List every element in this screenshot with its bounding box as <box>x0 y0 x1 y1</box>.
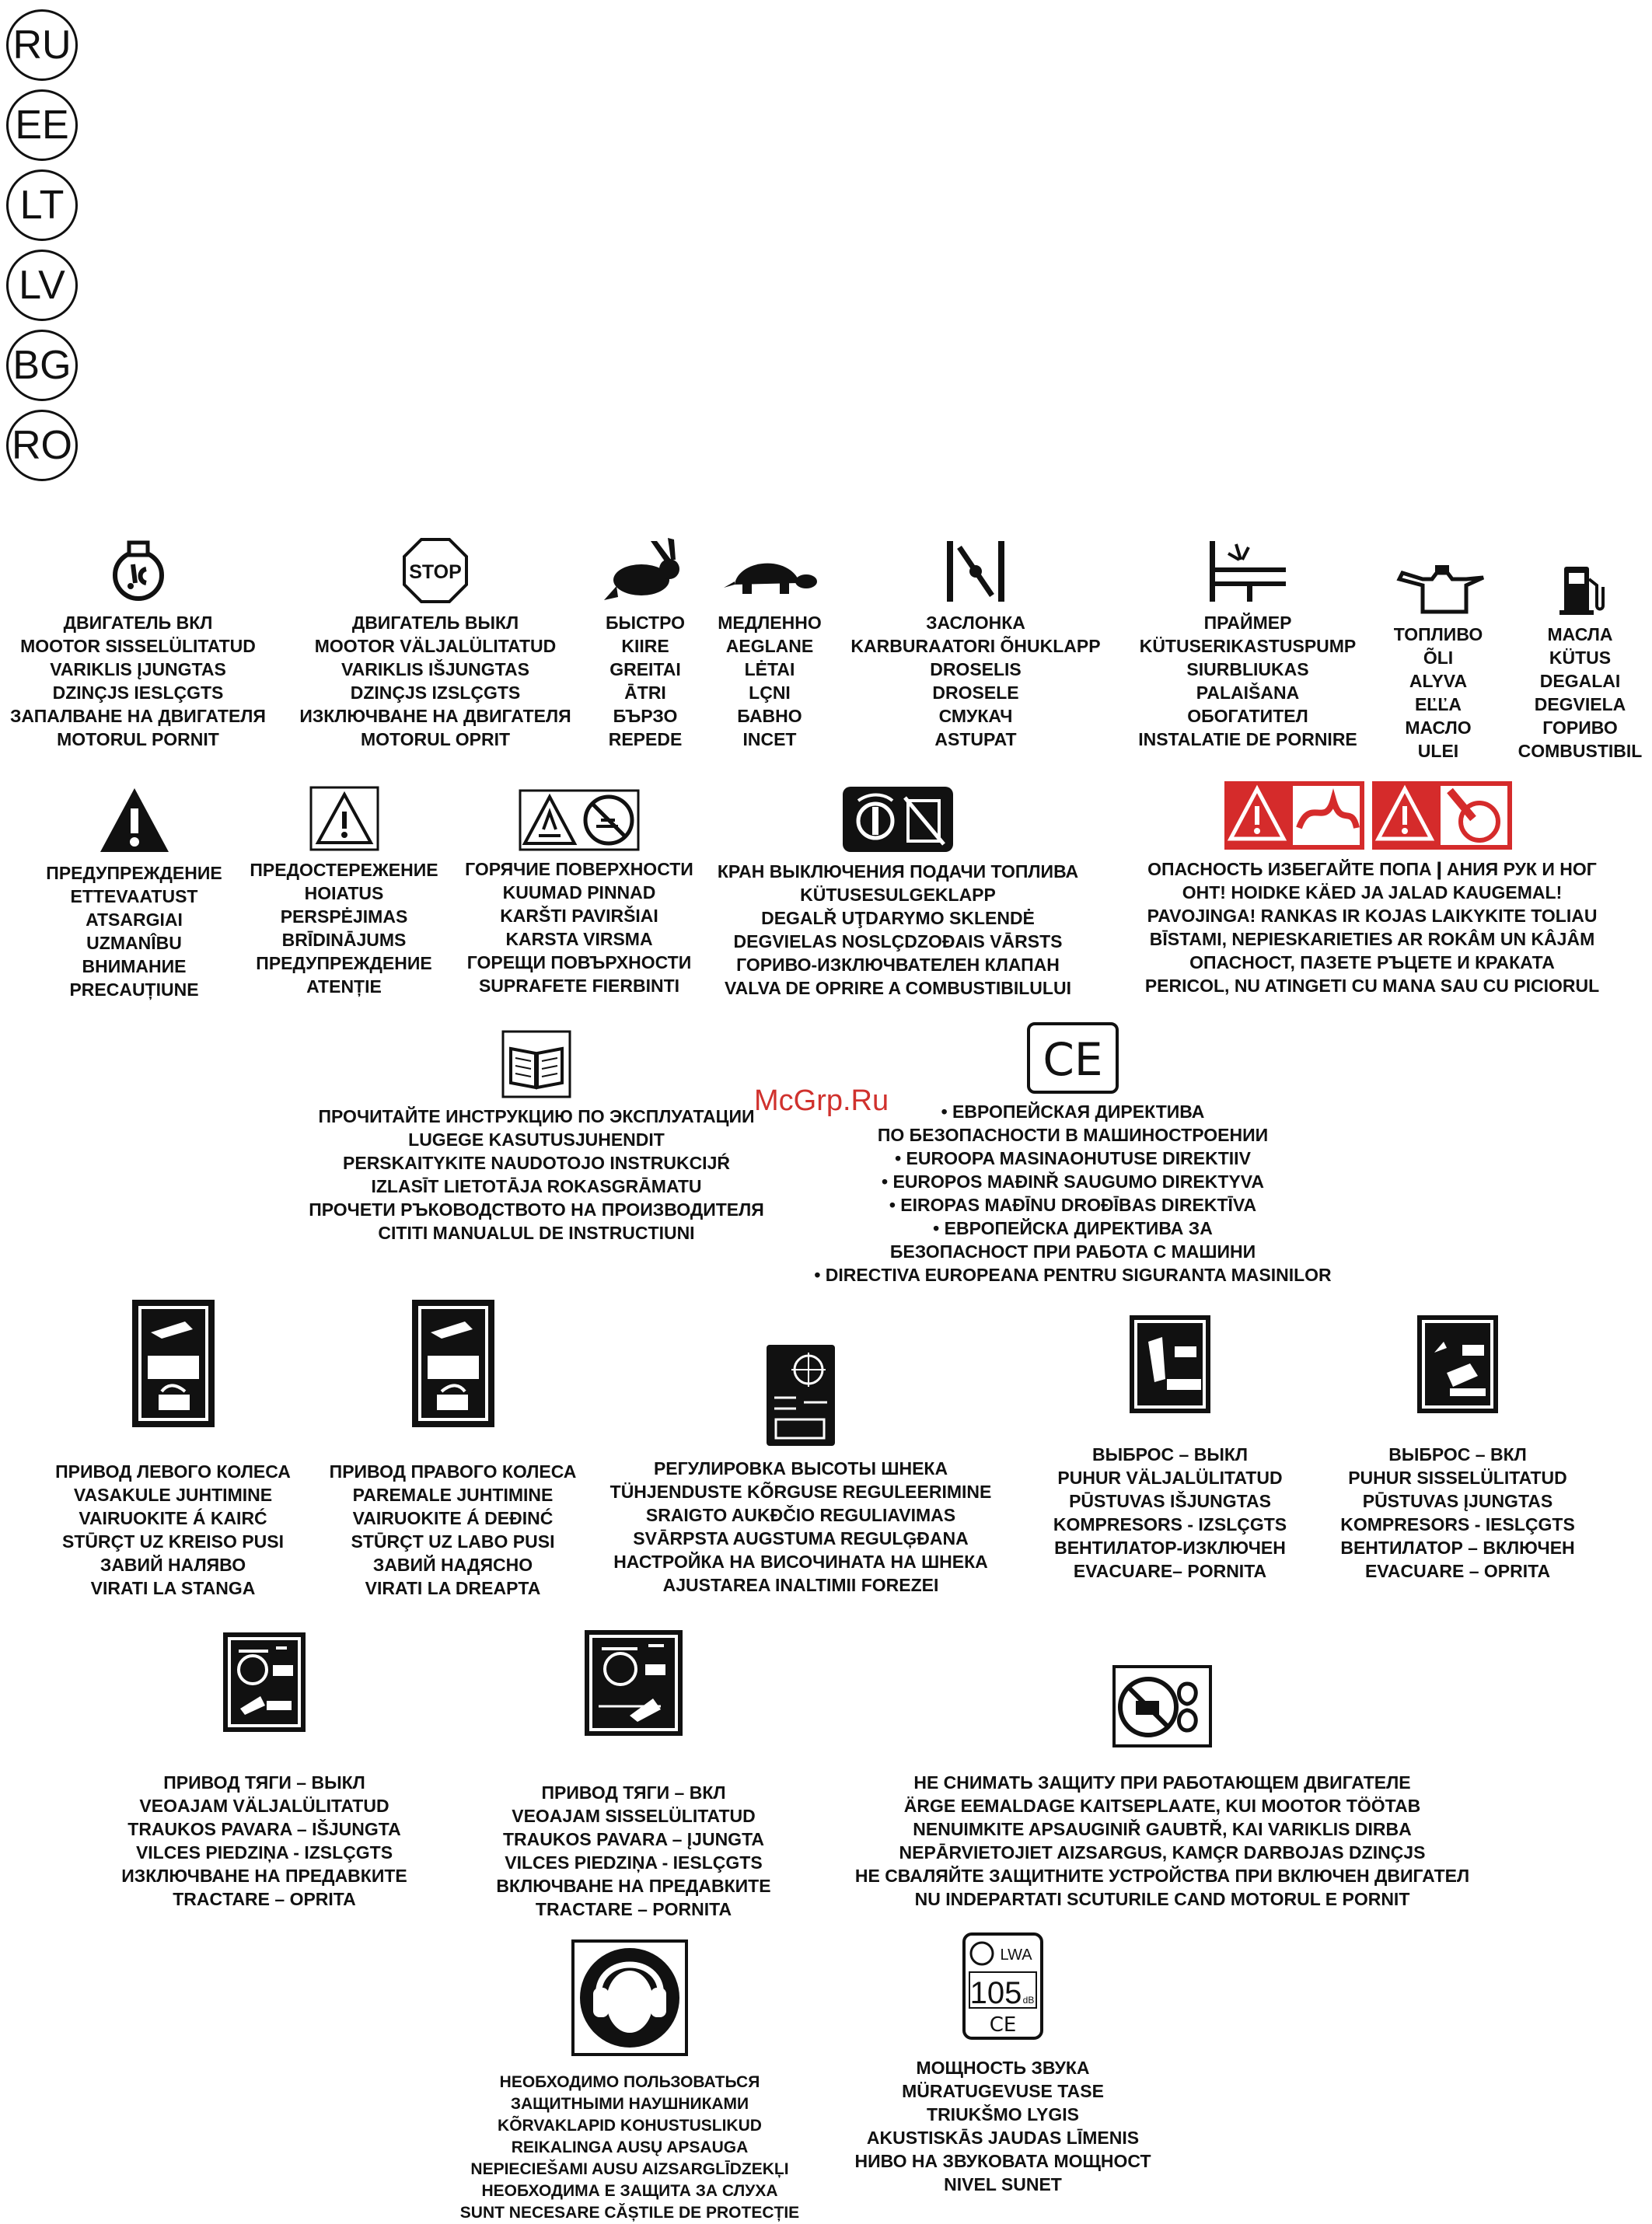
engine-on-icon <box>107 536 169 605</box>
label-fuel-pump: МАСЛА KÜTUS DEGALAI DEGVIELA ГОРИВО COMBUSTIBIL <box>1518 624 1643 761</box>
discharge-on-icon <box>1416 1314 1500 1415</box>
symbol-slow <box>707 536 832 751</box>
primer-icon <box>1205 536 1291 605</box>
svg-text:dB: dB <box>1022 1995 1035 2006</box>
svg-text:105: 105 <box>969 1976 1022 2010</box>
symbol-engine-off <box>288 536 583 751</box>
label-sound-power: МОЩНОСТЬ ЗВУКА MÜRATUGEVUSE TASE TRIUKŠMO LYGIS AKUSTISKĀS JAUDAS LĪMENIS НИВО НА ЗВУКОВАТА МОЩНОСТ NIVEL SUNET <box>854 2058 1151 2194</box>
label-ear-protection: НЕОБХОДИМО ПОЛЬЗОВАТЬСЯ ЗАЩИТНЫМИ НАУШНИКАМИ KÕRVAKLAPID KOHUSTUSLIKUD REIKALINGA AUSŲ APSAUGA NEPIECIEŠAMI AUSU AIZSARGLĪDZEKĻI НЕОБХОДИМА Е ЗАЩИТА ЗА СЛУХА SUNT NECESARE CĂȘTILE DE PROTECȚIE <box>459 2073 800 2222</box>
traction-on-icon <box>583 1629 684 1737</box>
left-wheel-icon <box>131 1298 216 1429</box>
symbol-traction-off <box>121 1631 407 1911</box>
symbol-discharge-on <box>1314 1314 1601 1583</box>
symbol-left-wheel <box>39 1298 307 1600</box>
label-choke: ЗАСЛОНКА KARBURAATORI ÕHUKLAPP DROSELIS DROSELE СМУКАЧ ASTUPAT <box>850 613 1101 749</box>
label-engine-off: ДВИГАТЕЛЬ ВЫКЛ MOOTOR VÄLJALÜLITATUD VARIKLIS IŠJUNGTAS DZINÇJS IZSLÇGTS ИЗКЛЮЧВАНЕ НА ДВИГАТЕЛЯ MOTORUL OPRIT <box>299 613 571 749</box>
svg-text:STOP: STOP <box>409 561 462 583</box>
label-engine-on: ДВИГАТЕЛЬ ВКЛ MOOTOR SISSELÜLITATUD VARIKLIS ĮJUNGTAS DZINÇJS IESLÇGTS ЗАПАЛВАНЕ НА ДВИГАТЕЛЯ MOTORUL PORNIT <box>10 613 266 749</box>
svg-text:CE: CE <box>1043 1033 1103 1086</box>
symbol-warning <box>23 785 245 1001</box>
label-read-manual: ПРОЧИТАЙТЕ ИНСТРУКЦИЮ ПО ЭКСПЛУАТАЦИИ LUGEGE KASUTUSJUHENDIT PERSKAITYKITE NAUDOTOJO INSTRUKCIJŔ IZLASĪT LIETOTĀJA ROKASGRĀMATU ПРОЧЕТИ РЪКОВОДСТВОТО НА ПРОИЗВОДИТЕЛЯ CITITI MANUALUL DE INSTRUCTIUNI <box>309 1106 764 1243</box>
label-traction-on: ПРИВОД ТЯГИ – ВКЛ VEOAJAM SISSELÜLITATUD TRAUKOS PAVARA – ĮJUNGTA VILCES PIEDZIŅA - IESLÇGTS ВКЛЮЧВАНЕ НА ПРЕДАВКИТЕ TRACTARE – PORNITA <box>496 1782 771 1919</box>
label-caution: ПРЕДОСТЕРЕЖЕНИЕ HOIATUS PERSPĖJIMAS BRĪDINĀJUMS ПРЕДУПРЕЖДЕНИЕ ATENȚIE <box>250 860 438 997</box>
lang-badge-bg: BG <box>6 330 78 401</box>
symbol-engine-on <box>0 536 276 751</box>
symbol-fuel-valve <box>707 785 1088 1000</box>
label-slow: МЕДЛЕННО AEGLANE LĖTAI LÇNI БАВНО INCET <box>718 613 822 749</box>
label-oil-can: ТОПЛИВО ÕLI ALYVA EĽĽA МАСЛО ULEI <box>1393 624 1483 761</box>
choke-icon <box>941 536 1011 605</box>
oil-can-icon <box>1392 564 1485 616</box>
symbol-ce-directive <box>785 1022 1360 1287</box>
label-danger-hands-feet: ОПАСНОСТЬ ИЗБЕГАЙТЕ ПОПА❙АНИЯ РУК И НОГ OHT! HOIDKE KÄED JA JALAD KAUGEMAL! PAVOJINGA! RANKAS IR KOJAS LAIKYKITE TOLIAU BĪSTAMI, NEPIESKARIETIES AR ROKÂM UN KÂJÂM ОПАСНОСТ, ПАЗЕТЕ РЪЦЕТЕ И КРАКАТА PERICOL, NU ATINGETI CU MANA SAU CU PICIORUL <box>1144 859 1600 996</box>
svg-text:CE: CE <box>989 2013 1017 2037</box>
label-hot-surfaces: ГОРЯЧИЕ ПОВЕРХНОСТИ KUUMAD PINNAD KARŠTI PAVIRŠIAI KARSTA VIRSMA ГОРЕЩИ ПОВЪРХНОСТИ SUPRAFETE FIERBINTI <box>465 859 693 996</box>
symbol-auger-height <box>591 1343 1011 1597</box>
label-primer: ПРАЙМЕР KÜTUSERIKASTUSPUMP SIURBLIUKAS PALAIŠANA ОБОГАТИТЕЛ INSTALATIE DE PORNIRE <box>1138 613 1357 749</box>
label-ce-directive: • ЕВРОПЕЙСКАЯ ДИРЕКТИВА ПО БЕЗОПАСНОСТИ В МАШИНОСТРОЕНИИ • EUROOPA MASINAOHUTUSE DIREKTIIV • EUROPOS MAĐINŘ SAUGUMO DIREKTYVA • EIROPAS MAĐĪNU DROĐĪBAS DIREKTĪVA • ЕВРОПЕЙСКА ДИРЕКТИВА ЗА БЕЗОПАСНОСТ ПРИ РАБОТА С МАШИНИ • DIRECTIVA EUROPEANA PENTRU SIGURANTA MASINILOR <box>814 1102 1332 1285</box>
lang-badge-ru: RU <box>6 9 78 81</box>
label-right-wheel: ПРИВОД ПРАВОГО КОЛЕСА PAREMALE JUHTIMINE VAIRUOKITE Á DEĐINĆ STŪRÇT UZ LABO PUSI ЗАВИЙ НАДЯСНО VIRATI LA DREAPTA <box>329 1461 577 1598</box>
watermark: McGrp.Ru <box>754 1084 889 1117</box>
symbol-primer <box>1119 536 1376 751</box>
hot-surface-icon <box>519 789 640 851</box>
label-discharge-off: ВЫБРОС – ВЫКЛ PUHUR VÄLJALÜLITATUD PŪSTUVAS IŠJUNGTAS KOMPRESORS - IZSLÇGTS ВЕНТИЛАТОР-ИЗКЛЮЧЕН EVACUARE– PORNITA <box>1053 1444 1287 1581</box>
lang-badge-ee: EE <box>6 89 78 161</box>
label-auger-height: РЕГУЛИРОВКА ВЫСОТЫ ШНЕКА TÜHJENDUSTE KÕRGUSE REGULEERIMINE SRAIGTO AUKĐČIO REGULIAVIMAS SVĀRPSTA AUGSTUMA REGULĢĐANA НАСТРОЙКА НА ВИСОЧИНАТА НА ШНЕКА AJUSTAREA INALTIMII FOREZEI <box>609 1458 992 1595</box>
lang-badge-ro: RO <box>6 410 78 481</box>
turtle-icon <box>719 536 820 605</box>
symbol-sound-power <box>824 1932 1182 2196</box>
symbol-oil-can <box>1372 564 1504 763</box>
symbol-danger-hands-feet <box>1104 781 1640 997</box>
stop-sign-icon <box>401 536 470 605</box>
auger-height-icon <box>765 1343 836 1447</box>
discharge-off-icon <box>1128 1314 1212 1415</box>
traction-off-icon <box>222 1631 307 1733</box>
right-wheel-icon <box>410 1298 496 1429</box>
label-warning: ПРЕДУПРЕЖДЕНИЕ ETTEVAATUST ATSARGIAI UZMANÎBU ВНИМАНИЕ PRECAUȚIUNE <box>46 863 222 1000</box>
symbol-hot-surfaces <box>451 789 707 997</box>
guard-icon <box>1112 1665 1212 1747</box>
label-traction-off: ПРИВОД ТЯГИ – ВЫКЛ VEOAJAM VÄLJALÜLITATUD TRAUKOS PAVARA – IŠJUNGTA VILCES PIEDZIŅA - IZSLÇGTS ИЗКЛЮЧВАНЕ НА ПРЕДАВКИТЕ TRACTARE – OPRITA <box>121 1772 407 1909</box>
sound-power-icon <box>962 1932 1044 2041</box>
label-guard: НЕ СНИМАТЬ ЗАЩИТУ ПРИ РАБОТАЮЩЕМ ДВИГАТЕЛЕ ÄRGE EEMALDAGE KAITSEPLAATE, KUI MOOTOR TÖÖTAB NENUIMKITE APSAUGINIŘ GAUBTŘ, KAI VARIKLIS DIRBA NEPĀRVIETOJIET AIZSARGUS, KAMÇR DARBOJAS DZINÇJS НЕ СВАЛЯЙТЕ ЗАЩИТНИТЕ УСТРОЙСТВА ПРИ ВКЛЮЧЕН ДВИГАТЕЛ NU INDEPARTATI SCUTURILE CAND MOTORUL E PORNIT <box>854 1772 1470 1909</box>
label-discharge-on: ВЫБРОС – ВКЛ PUHUR SISSELÜLITATUD PŪSTUVAS ĮJUNGTAS KOMPRESORS - IESLÇGTS ВЕНТИЛАТОР – ВКЛЮЧЕН EVACUARE – OPRITA <box>1340 1444 1575 1581</box>
label-fast: БЫСТРО KIIRE GREITAI ĀTRI БЪРЗО REPEDE <box>605 613 686 749</box>
ce-mark-icon <box>1027 1022 1119 1094</box>
danger-labels-icon <box>1224 781 1520 851</box>
symbol-fuel-pump <box>1508 564 1652 763</box>
svg-text:LWA: LWA <box>1000 1946 1032 1964</box>
symbol-fast <box>591 536 700 751</box>
symbol-choke <box>840 536 1112 751</box>
caution-triangle-icon <box>309 785 380 852</box>
fuel-pump-icon <box>1553 564 1608 616</box>
symbol-traction-on <box>490 1629 777 1921</box>
label-fuel-valve: КРАН ВЫКЛЮЧЕНИЯ ПОДАЧИ ТОПЛИВА KÜTUSESULGEKLAPP DEGALŘ UŢDARYMO SKLENDĖ DEGVIELAS NOSLÇDZOĐAIS VĀRSTS ГОРИВО-ИЗКЛЮЧВАТЕЛЕН КЛАПАН VALVA DE OPRIRE A COMBUSTIBILULUI <box>717 861 1079 998</box>
symbol-discharge-off <box>1026 1314 1314 1583</box>
lang-badge-lv: LV <box>6 250 78 321</box>
rabbit-icon <box>602 536 688 605</box>
label-left-wheel: ПРИВОД ЛЕВОГО КОЛЕСА VASAKULE JUHTIMINE VAIRUOKITE Á KAIRĆ STŪRÇT UZ KREISO PUSI ЗАВИЙ НАЛЯВО VIRATI LA STANGA <box>55 1461 291 1598</box>
symbol-ear-protection <box>451 1939 809 2224</box>
lang-badge-lt: LT <box>6 169 78 241</box>
ear-protection-icon <box>571 1939 688 2056</box>
warning-triangle-icon <box>97 785 172 855</box>
symbol-right-wheel <box>319 1298 587 1600</box>
symbol-caution <box>241 785 447 998</box>
symbol-read-manual <box>288 1030 785 1245</box>
symbol-guard <box>824 1665 1500 1911</box>
fuel-valve-icon <box>841 785 955 854</box>
manual-book-icon <box>501 1030 571 1098</box>
